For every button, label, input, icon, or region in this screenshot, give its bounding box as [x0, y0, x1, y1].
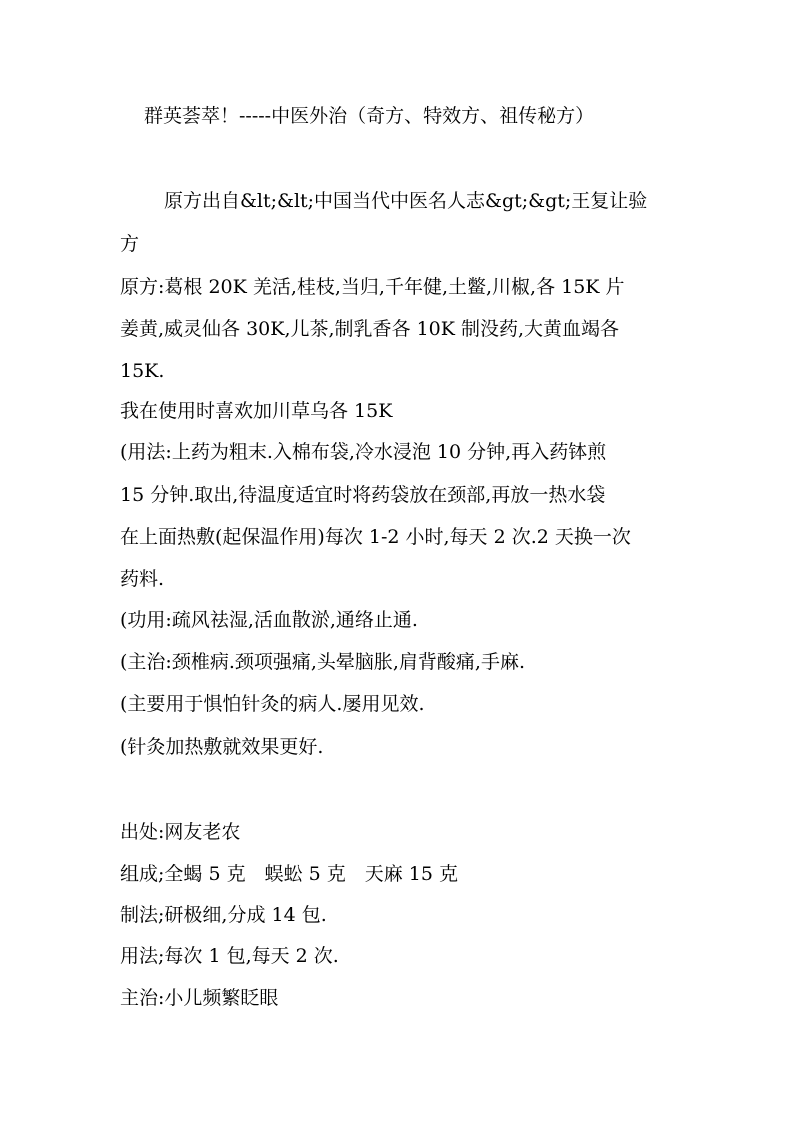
source-line-2: 方: [120, 233, 140, 255]
usage-line-4: 药料.: [120, 568, 165, 590]
preparation-line: 制法;研极细,分成 14 包.: [120, 904, 327, 926]
usage-line-2: 15 分钟.取出,待温度适宜时将药袋放在颈部,再放一热水袋: [120, 484, 606, 506]
effect-line: (功用:疏风祛湿,活血散淤,通络止通.: [120, 609, 418, 631]
recipe-line-3: 15K.: [120, 360, 165, 382]
indication-line: (主治:颈椎病.颈项强痛,头晕脑胀,肩背酸痛,手麻.: [120, 651, 526, 673]
source-line-1: 原方出自&lt;&lt;中国当代中医名人志&gt;&gt;王复让验: [164, 190, 648, 212]
recipe-line-1: 原方:葛根 20K 羌活,桂枝,当归,千年健,土鳖,川椒,各 15K 片: [120, 276, 625, 298]
document-title: 群英荟萃！-----中医外治（奇方、特效方、祖传秘方）: [144, 105, 595, 127]
note-line-2: (针灸加热敷就效果更好.: [120, 736, 324, 758]
usage-line: 用法;每次 1 包,每天 2 次.: [120, 945, 339, 967]
source-line: 出处:网友老农: [120, 821, 241, 843]
note-line-1: (主要用于惧怕针灸的病人.屡用见效.: [120, 693, 425, 715]
composition-line: 组成;全蝎 5 克 蜈蚣 5 克 天麻 15 克: [120, 863, 458, 885]
usage-line-3: 在上面热敷(起保温作用)每次 1-2 小时,每天 2 次.2 天换一次: [120, 526, 631, 548]
usage-line-1: (用法:上药为粗末.入棉布袋,冷水浸泡 10 分钟,再入药钵煎: [120, 441, 607, 463]
recipe-line-2: 姜黄,威灵仙各 30K,儿茶,制乳香各 10K 制没药,大黄血竭各: [120, 318, 620, 340]
addition-line: 我在使用时喜欢加川草乌各 15K: [120, 400, 393, 422]
indication-line-2: 主治:小儿频繁眨眼: [120, 987, 279, 1009]
